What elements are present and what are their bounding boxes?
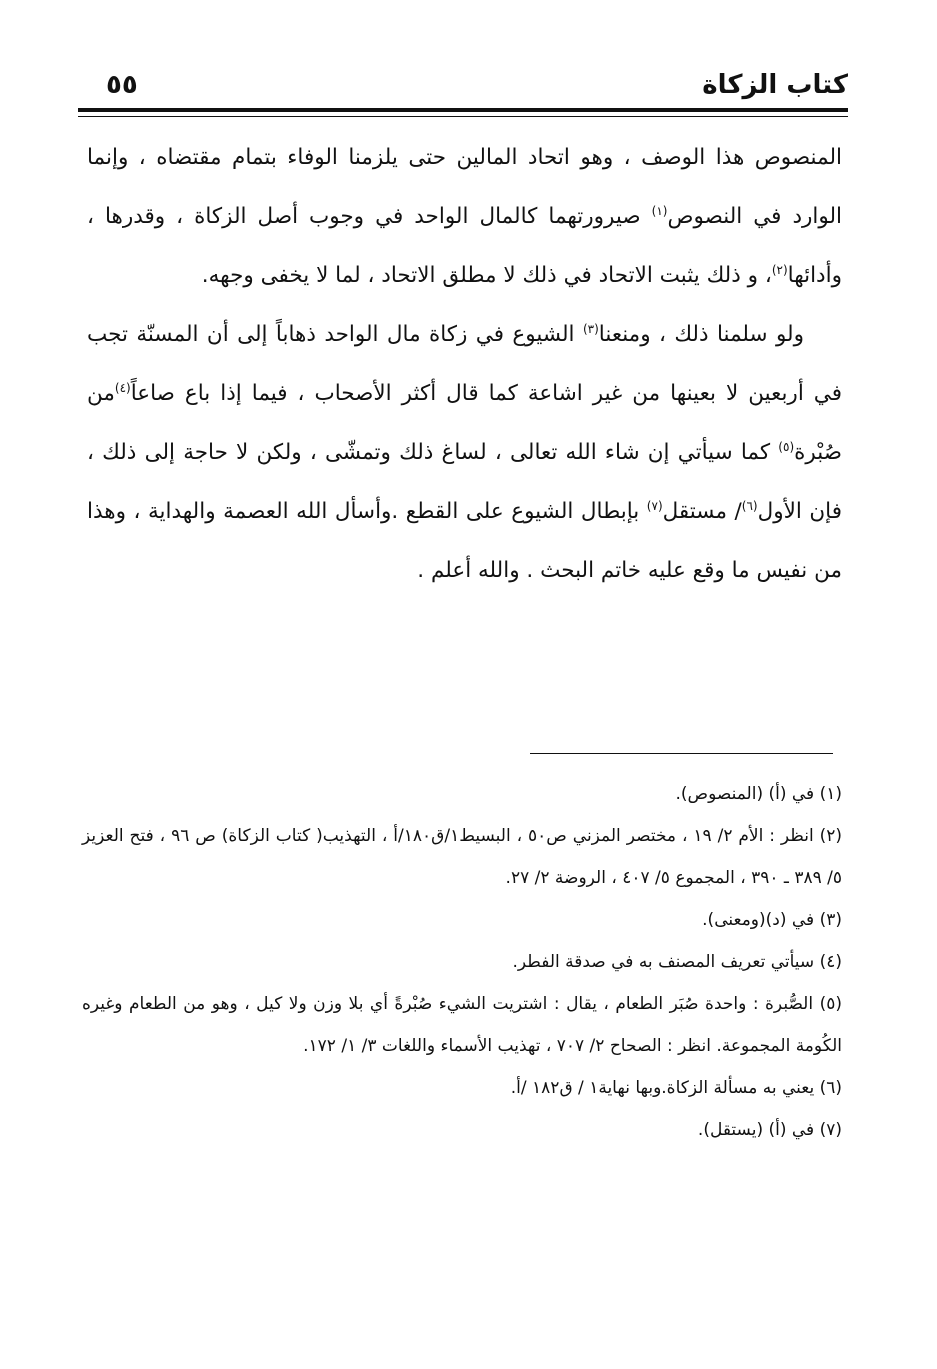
- paragraph-2: ولو سلمنا ذلك ، ومنعنا$^{(٣)}$ الشيوع في زكاة مال الواحد ذهاباً إلى أن المسنّة تجب في أربعين لا بعينها من غير اشاعة كما قال أكثر الأصحاب ، فيما إذا باع صاعاً$^{(٤)}$من صُبْرة$^{(٥)}$ كما سيأتي إن شاء الله تعالى ، لساغ ذلك وتمشّى ، ولكن لا حاجة إلى ذلك ، فإن الأول$^{(٦)}$/ مستقل$^{(٧)}$ بإبطال الشيوع على القطع .وأسأل الله العصمة والهداية ، وهذا من نفيس ما وقع عليه خاتم البحث . والله أعلم .: [87, 321, 842, 583]
- footnote-marker-6: (٦): [741, 498, 758, 513]
- footnote-marker-1: (١): [651, 203, 668, 218]
- header-rule-thin: [78, 116, 848, 117]
- footnote-4: (٤) سيأتي تعريف المصنف به في صدقة الفطر.: [512, 952, 842, 972]
- page-number: ٥٥: [106, 70, 138, 100]
- footnote-marker-7: (٧): [646, 498, 663, 513]
- footnote-marker-2: (٢): [771, 262, 788, 277]
- header-rule-thick: [78, 108, 848, 112]
- footnote-5: (٥) الصُّبرة : واحدة صُبَر الطعام ، يقال : اشتريت الشيء صُبْرةً أي بلا وزن ولا كيل ، وهو من الطعام وغيره الكُومة المجموعة. انظر : الصحاح ٢/ ٧٠٧ ، تهذيب الأسماء واللغات ٣/ ١/ ١٧٢.: [82, 994, 842, 1056]
- footnote-marker-3: (٣): [582, 321, 599, 336]
- footnote-3: (٣) في (د)(ومعنى).: [702, 910, 842, 930]
- footnote-2: (٢) انظر : الأم ٢/ ١٩ ، مختصر المزني ص٥٠ ، البسيط١/ق١٨٠/أ ، التهذيب( كتاب الزكاة) ص ٩٦ ، فتح العزيز ٥/ ٣٨٩ ـ ٣٩٠ ، المجموع ٥/ ٤٠٧ ، الروضة ٢/ ٢٧.: [82, 826, 843, 888]
- footnote-marker-4: (٤): [114, 380, 131, 395]
- footnote-1: (١) في (أ) (المنصوص).: [675, 784, 842, 804]
- paragraph-1: المنصوص هذا الوصف ، وهو اتحاد المالين حتى يلزمنا الوفاء بتمام مقتضاه ، وإنما الوارد في النصوص$^{(١)}$ صيرورتهما كالمال الواحد في وجوب أصل الزكاة ، وقدرها ، وأدائها$^{(٢)}$، و ذلك يثبت الاتحاد في ذلك لا مطلق الاتحاد ، لما لا يخفى وجهه.: [87, 145, 843, 288]
- footnote-7: (٧) في (أ) (يستقل).: [697, 1120, 842, 1140]
- footnotes: [82, 773, 842, 1151]
- running-title: كتاب الزكاة: [702, 70, 848, 100]
- footnote-separator: [530, 753, 833, 754]
- footnote-6: (٦) يعني به مسألة الزكاة.وبها نهاية١ / ق١٨٢ /أ.: [510, 1078, 842, 1098]
- page-header: [78, 58, 848, 108]
- footnote-marker-5: (٥): [778, 439, 795, 454]
- main-text: [87, 128, 842, 600]
